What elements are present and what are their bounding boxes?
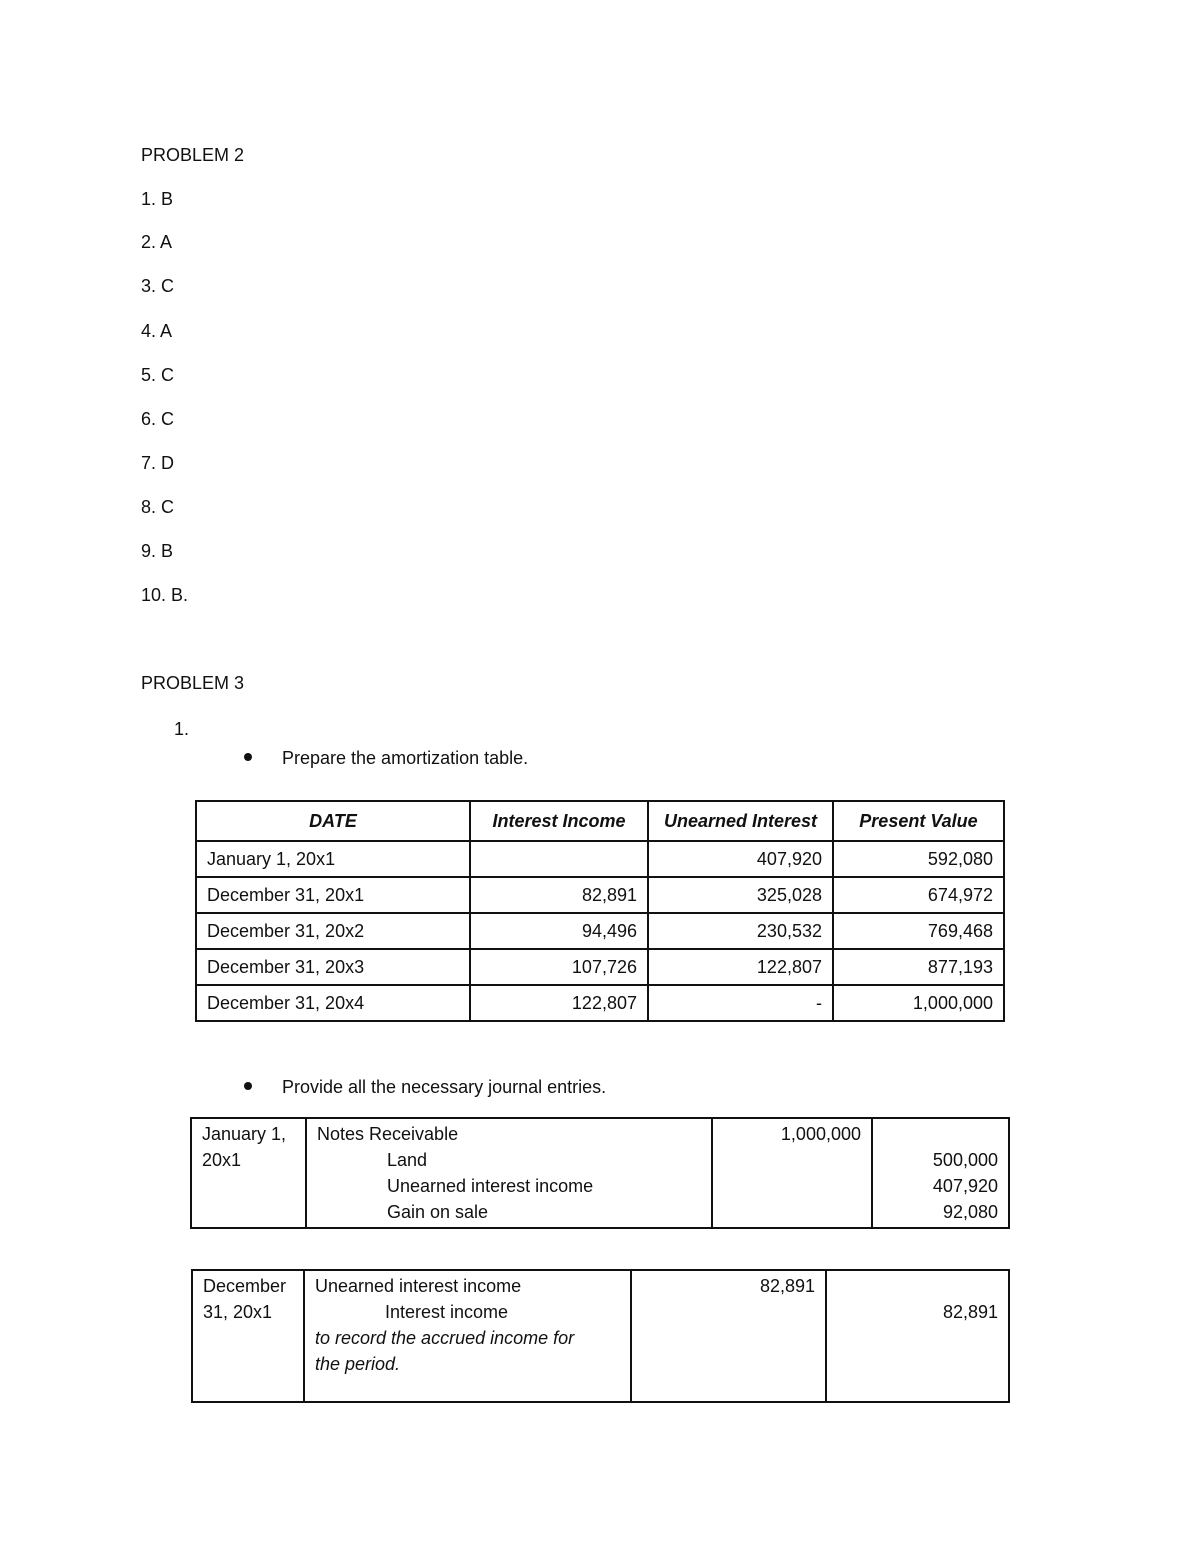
cell-present-value: 1,000,000: [833, 985, 1004, 1021]
credit-amount: 92,080: [942, 1202, 998, 1222]
cell-date: January 1, 20x1: [196, 841, 470, 877]
date-line-2: 31, 20x1: [203, 1302, 273, 1322]
bullet-amortization: [244, 748, 528, 769]
journal-debit: [712, 1118, 872, 1228]
answer-2: 2. A: [141, 232, 173, 252]
journal-entry-2: [191, 1269, 1010, 1403]
header-interest-income: Interest Income: [470, 801, 648, 841]
answer-5: 5. C: [141, 365, 175, 385]
table-row: [196, 949, 1004, 985]
date-line-1: December: [203, 1276, 287, 1296]
credit-amount: 407,920: [932, 1176, 998, 1196]
cell-date: December 31, 20x2: [196, 913, 470, 949]
explanation-line-1: to record the accrued income for: [315, 1328, 575, 1348]
cell-present-value: 674,972: [833, 877, 1004, 913]
journal-accounts: [306, 1118, 712, 1228]
table-header-row: [196, 801, 1004, 841]
cell-unearned-interest: 407,920: [648, 841, 833, 877]
answer-8: 8. C: [141, 497, 175, 517]
header-present-value: Present Value: [833, 801, 1004, 841]
table-row: [196, 913, 1004, 949]
journal-credit: [872, 1118, 1009, 1228]
debit-amount: 1,000,000: [780, 1124, 861, 1144]
journal-row: [192, 1270, 1009, 1402]
date-line-2: 20x1: [202, 1150, 242, 1170]
answer-1: 1. B: [141, 189, 174, 209]
cell-date: December 31, 20x4: [196, 985, 470, 1021]
cell-unearned-interest: 325,028: [648, 877, 833, 913]
table-row: [196, 985, 1004, 1021]
answer-3: 3. C: [141, 276, 175, 296]
date-line-1: January 1,: [202, 1124, 287, 1144]
credit-amount: 500,000: [932, 1150, 998, 1170]
bullet-icon: [244, 1082, 252, 1090]
cell-unearned-interest: 230,532: [648, 913, 833, 949]
answer-4: 4. A: [141, 321, 173, 341]
bullet-icon: [244, 753, 252, 761]
cell-date: December 31, 20x1: [196, 877, 470, 913]
header-date: DATE: [196, 801, 470, 841]
cell-unearned-interest: 122,807: [648, 949, 833, 985]
cell-date: December 31, 20x3: [196, 949, 470, 985]
table-row: [196, 841, 1004, 877]
journal-credit: [826, 1270, 1009, 1402]
credit-amount: 82,891: [942, 1302, 998, 1322]
answer-9: 9. B: [141, 541, 174, 561]
journal-entry-1: [190, 1117, 1010, 1229]
item-number: 1.: [174, 719, 190, 739]
credit-account: Interest income: [385, 1302, 509, 1322]
cell-interest-income: 94,496: [470, 913, 648, 949]
cell-present-value: 769,468: [833, 913, 1004, 949]
cell-interest-income: 122,807: [470, 985, 648, 1021]
credit-account: Land: [387, 1150, 428, 1170]
journal-date: [192, 1270, 304, 1402]
amortization-table: [195, 800, 1005, 1022]
bullet-journal: [244, 1077, 606, 1098]
credit-account: Gain on sale: [387, 1202, 489, 1222]
journal-row: [191, 1118, 1009, 1228]
answer-7: 7. D: [141, 453, 175, 473]
answer-6: 6. C: [141, 409, 175, 429]
cell-interest-income: [470, 841, 648, 877]
debit-account: Notes Receivable: [317, 1124, 459, 1144]
header-unearned-interest: Unearned Interest: [648, 801, 833, 841]
journal-date: [191, 1118, 306, 1228]
credit-account: Unearned interest income: [387, 1176, 594, 1196]
cell-present-value: 592,080: [833, 841, 1004, 877]
cell-interest-income: 82,891: [470, 877, 648, 913]
journal-accounts: [304, 1270, 631, 1402]
explanation-line-2: the period.: [315, 1354, 401, 1374]
bullet-amortization-text: Prepare the amortization table.: [282, 748, 529, 768]
answer-10: 10. B.: [141, 585, 189, 605]
problem-2-title: PROBLEM 2: [141, 145, 245, 165]
table-row: [196, 877, 1004, 913]
debit-account: Unearned interest income: [315, 1276, 522, 1296]
cell-interest-income: 107,726: [470, 949, 648, 985]
debit-amount: 82,891: [759, 1276, 815, 1296]
bullet-journal-text: Provide all the necessary journal entries.: [282, 1077, 607, 1097]
journal-debit: [631, 1270, 826, 1402]
cell-unearned-interest: -: [648, 985, 833, 1021]
problem-3-title: PROBLEM 3: [141, 673, 245, 693]
cell-present-value: 877,193: [833, 949, 1004, 985]
